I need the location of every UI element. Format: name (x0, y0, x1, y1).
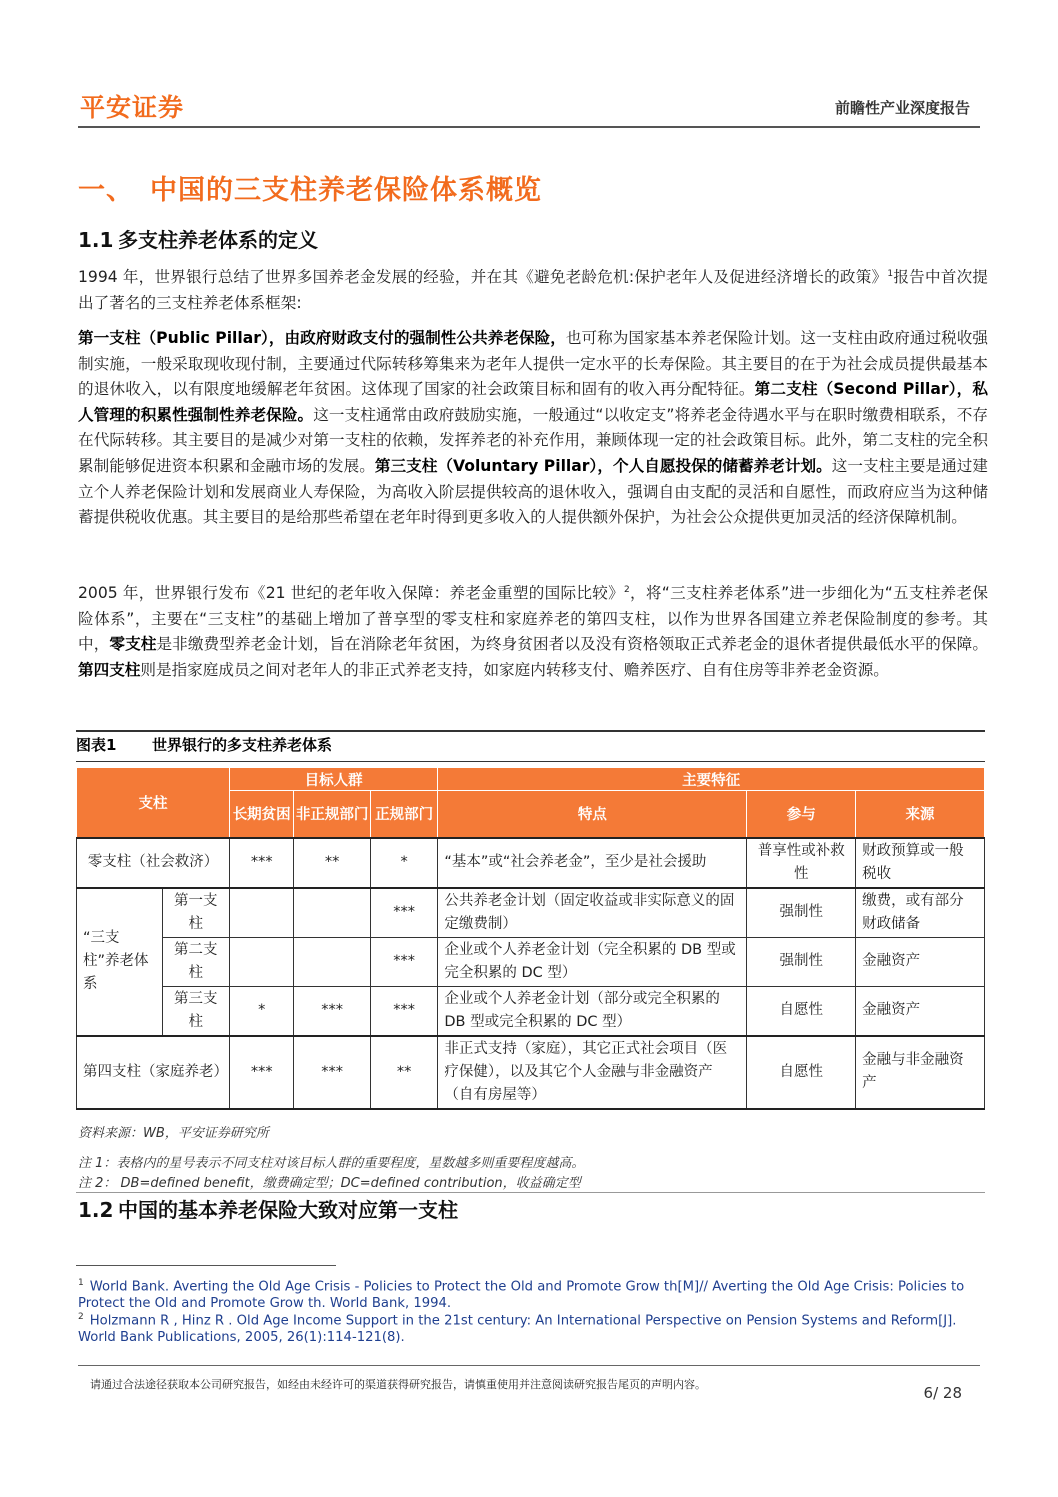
first-pillar-text: 也可称为国家基本养老保险计划。这一支柱由政府通过税收强制实施，一般采取现收现付制，主要通过代际转移筹集来为老年人提供一定水平的长寿保险。其主要目的在于为社会成员提供最基本的退休收入，以有限度地缓解老年贫困。这体现了国家的社会政策目标和固有的收入再分配特征。 (78, 329, 988, 399)
paragraph-three-pillars (78, 326, 988, 531)
subsection-number: 1.1 (78, 228, 114, 252)
footnote-text: World Bank. Averting the Old Age Crisis - Policies to Protect the Old and Promote Grow th[M]// Averting the Old Age Crisis: Policies to Protect the Old and Promote Grow th. World Bank, 1994. (78, 1279, 965, 1312)
informal-cell: *** (294, 986, 371, 1036)
trait-cell: 非正式支持（家庭），其它正式社会项目（医疗保健），以及其它个人金融与非金融资产（自有房屋等） (438, 1036, 747, 1109)
third-pillar-text: 这一支柱主要是通过建立个人养老保险计划和发展商业人寿保险，为高收入阶层提供较高的退休收入，强调自由支配的灵活和自愿性，而政府应当为这种储蓄提供税收优惠。其主要目的是给那些希望在老年时得到更多收入的人提供额外保护，为社会公众提供更加灵活的经济保障机制。 (78, 456, 988, 527)
footnote-ref-1[interactable]: 1 (887, 269, 894, 279)
trait-cell: 公共养老金计划（固定收益或非实际意义的固定缴费制） (438, 888, 747, 938)
section-title (78, 168, 542, 207)
formal-cell: * (370, 838, 437, 888)
company-logo: 平安证券 (80, 93, 185, 122)
trait-cell: “基本”或“社会养老金”，至少是社会援助 (438, 838, 747, 888)
table-row (77, 888, 985, 938)
zero-pillar-heading: 零支柱 (109, 635, 157, 654)
footnote-text: Holzmann R , Hinz R . Old Age Income Support in the 21st century: An International Perspective on Pension Systems and Reform[J]. World Bank Publications, 2005, 26(1):114-121(8). (78, 1313, 957, 1346)
report-type: 前瞻性产业深度报告 (834, 99, 970, 117)
sub-pillar-name: 第三支柱 (162, 986, 229, 1036)
note-2: 注 2： DB=defined benefit，缴费确定型；DC=defined contribution，收益确定型 (78, 1176, 581, 1191)
footnote-ref-2[interactable]: 2 (624, 585, 630, 595)
source-cell: 金融资产 (856, 986, 985, 1036)
subsection-title-2 (78, 1194, 458, 1223)
header-main-features: 主要特征 (438, 768, 985, 791)
header-target-group: 目标人群 (229, 768, 437, 791)
page-number: 6/ 28 (923, 1384, 962, 1402)
section-number: 一、 (78, 175, 134, 206)
note-1: 注 1：表格内的星号表示不同支柱对该目标人群的重要程度，星数越多则重要程度越高。 (78, 1156, 585, 1171)
footnote-1 (78, 1275, 983, 1312)
figure-caption (76, 730, 985, 762)
section-title-text: 中国的三支柱养老保险体系概览 (150, 175, 542, 206)
formal-cell: *** (370, 986, 437, 1036)
long-poor-cell: *** (229, 838, 293, 888)
source-cell: 缴费，或有部分财政储备 (856, 888, 985, 938)
header-informal-sector: 非正规部门 (294, 791, 371, 838)
second-pillar-heading: 第二支柱（Second Pillar），私人管理的积累性强制性养老保险。 (78, 380, 988, 424)
formal-cell: *** (370, 888, 437, 938)
fourth-pillar-heading: 第四支柱 (78, 660, 141, 679)
intro-text: 1994 年，世界银行总结了世界多国养老金发展的经验，并在其《避免老龄危机:保护老年人及促进经济增长的政策》 (78, 268, 888, 287)
pillar-name: 零支柱（社会救济） (77, 838, 230, 888)
footnote-number: 1 (78, 1278, 84, 1288)
second-pillar-text: 这一支柱通常由政府鼓励实施，一般通过“以收定支”将养老金待遇水平与在职时缴费相联系，不存在代际转移。其主要目的是减少对第一支柱的依赖，发挥养老的补充作用，兼顾体现一定的社会政策目标。此外，第二支柱的完全积累制能够促进资本积累和金融市场的发展。 (78, 405, 988, 475)
table-row (77, 937, 985, 986)
footnote-divider (76, 1265, 336, 1266)
informal-cell: *** (294, 1036, 371, 1109)
subsection-number-2: 1.2 (78, 1198, 114, 1222)
source-cell: 金融与非金融资产 (856, 1036, 985, 1109)
sub-pillar-name: 第二支柱 (162, 937, 229, 986)
header-long-poor: 长期贫困 (229, 791, 293, 838)
third-pillar-heading: 第三支柱（Voluntary Pillar），个人自愿投保的储蓄养老计划。 (374, 456, 832, 475)
subsection-title-text-2: 中国的基本养老保险大致对应第一支柱 (118, 1198, 458, 1222)
intro-text-2: 报告中首次提出了著名的三支柱养老体系框架: (78, 268, 988, 312)
figure-number: 图表1 (76, 736, 117, 754)
long-poor-cell: *** (229, 1036, 293, 1109)
trait-cell: 企业或个人养老金计划（完全积累的 DB 型或完全积累的 DC 型） (438, 937, 747, 986)
pillar-table (76, 767, 985, 1110)
trait-cell: 企业或个人养老金计划（部分或完全积累的 DB 型或完全积累的 DC 型） (438, 986, 747, 1036)
figure-title: 世界银行的多支柱养老体系 (152, 736, 333, 754)
header-formal-sector: 正规部门 (370, 791, 437, 838)
long-poor-cell (229, 937, 293, 986)
first-pillar-heading: 第一支柱（Public Pillar），由政府财政支付的强制性公共养老保险， (78, 329, 566, 347)
notes-divider (76, 1192, 985, 1193)
participation-cell: 自愿性 (747, 986, 856, 1036)
formal-cell: *** (370, 937, 437, 986)
source-cell: 金融资产 (856, 937, 985, 986)
long-poor-cell: * (229, 986, 293, 1036)
subsection-title-text: 多支柱养老体系的定义 (118, 228, 318, 252)
informal-cell (294, 937, 371, 986)
table-row (77, 986, 985, 1036)
footer-disclaimer: 请通过合法途径获取本公司研究报告，如经由未经许可的渠道获得研究报告，请慎重使用并注意阅读研究报告尾页的声明内容。 (90, 1378, 706, 1391)
participation-cell: 强制性 (747, 937, 856, 986)
subsection-title (78, 224, 318, 253)
header-source: 来源 (856, 791, 985, 838)
informal-cell: ** (294, 838, 371, 888)
pillar-name: 第四支柱（家庭养老） (77, 1036, 230, 1109)
header-pillar: 支柱 (77, 768, 230, 838)
table-row (77, 1036, 985, 1109)
three-pillar-group-label: “三支柱”养老体系 (77, 888, 163, 1036)
table-row (77, 838, 985, 888)
participation-cell: 自愿性 (747, 1036, 856, 1109)
sub-pillar-name: 第一支柱 (162, 888, 229, 938)
formal-cell: ** (370, 1036, 437, 1109)
long-poor-cell (229, 888, 293, 938)
header-participation: 参与 (747, 791, 856, 838)
header-divider (78, 126, 980, 128)
footnote-2 (78, 1309, 983, 1346)
five-pillar-text-1: 2005 年，世界银行发布《21 世纪的老年收入保障：养老金重塑的国际比较》 (78, 584, 624, 603)
paragraph-five-pillars (78, 578, 988, 684)
zero-pillar-text: 是非缴费型养老金计划，旨在消除老年贫困，为终身贫困者以及没有资格领取正式养老金的退休者提供最低水平的保障。 (156, 635, 988, 654)
data-source-note: 资料来源：WB，平安证券研究所 (78, 1126, 269, 1141)
participation-cell: 强制性 (747, 888, 856, 938)
participation-cell: 普享性或补救性 (747, 838, 856, 888)
fourth-pillar-text: 则是指家庭成员之间对老年人的非正式养老支持，如家庭内转移支付、赡养医疗、自有住房等非养老金资源。 (140, 660, 889, 679)
informal-cell (294, 888, 371, 938)
footnote-number: 2 (78, 1312, 84, 1322)
source-cell: 财政预算或一般税收 (856, 838, 985, 888)
paragraph-intro (78, 262, 988, 316)
footer-divider (78, 1365, 980, 1366)
five-pillar-text-2: ，将“三支柱养老体系”进一步细化为“五支柱养老保险体系”，主要在“三支柱”的基础上增加了普享型的零支柱和家庭养老的第四支柱，以作为世界各国建立养老保险制度的参考。其中， (78, 584, 988, 654)
header-trait: 特点 (438, 791, 747, 838)
